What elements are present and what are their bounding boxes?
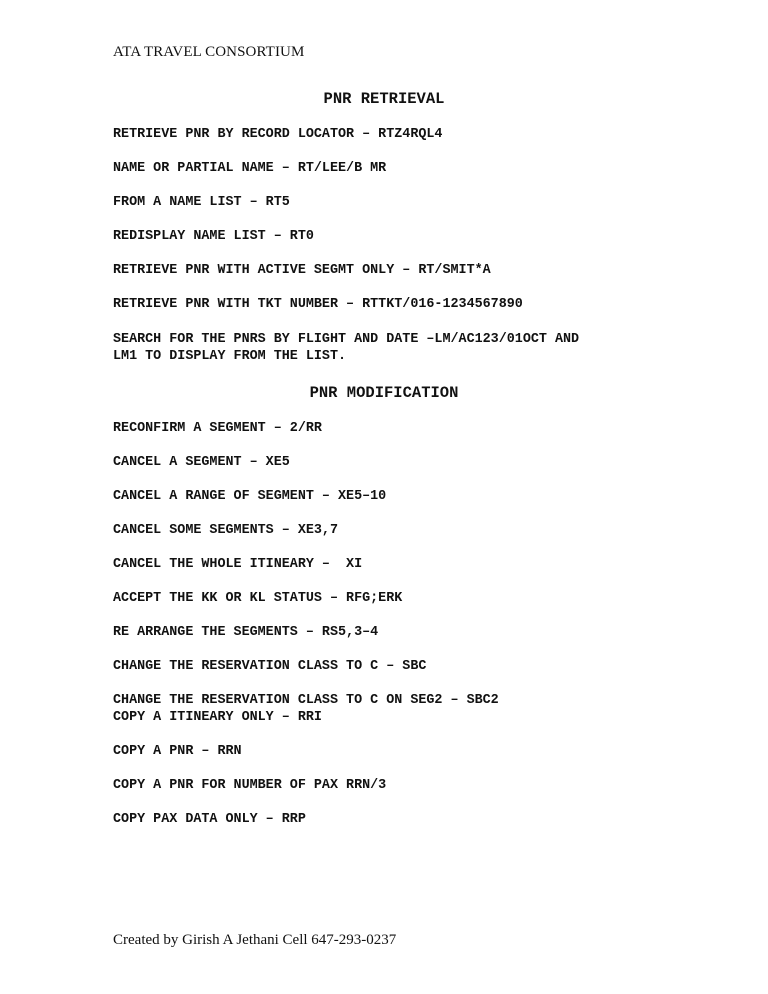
modification-line-cancel-some: CANCEL SOME SEGMENTS – XE3,7 bbox=[113, 523, 338, 538]
retrieval-line-record-locator: RETRIEVE PNR BY RECORD LOCATOR – RTZ4RQL4 bbox=[113, 127, 443, 142]
page-header: ATA TRAVEL CONSORTIUM bbox=[113, 44, 305, 60]
section-title-pnr-modification: PNR MODIFICATION bbox=[309, 384, 459, 402]
modification-line-change-class-seg2: CHANGE THE RESERVATION CLASS TO C ON SEG2 – SBC2 bbox=[113, 693, 499, 708]
retrieval-line-name-list: FROM A NAME LIST – RT5 bbox=[113, 195, 290, 210]
modification-line-reconfirm: RECONFIRM A SEGMENT – 2/RR bbox=[113, 421, 322, 436]
modification-line-change-class: CHANGE THE RESERVATION CLASS TO C – SBC bbox=[113, 659, 427, 674]
modification-line-cancel-whole: CANCEL THE WHOLE ITINEARY – XI bbox=[113, 557, 363, 572]
retrieval-line-ticket-number: RETRIEVE PNR WITH TKT NUMBER – RTTKT/016-1234567890 bbox=[113, 297, 523, 312]
modification-line-rearrange: RE ARRANGE THE SEGMENTS – RS5,3–4 bbox=[113, 625, 379, 640]
retrieval-line-active-segment: RETRIEVE PNR WITH ACTIVE SEGMT ONLY – RT/SMIT*A bbox=[113, 263, 491, 278]
retrieval-line-flight-date: SEARCH FOR THE PNRS BY FLIGHT AND DATE –LM/AC123/01OCT AND bbox=[113, 332, 580, 347]
retrieval-line-partial-name: NAME OR PARTIAL NAME – RT/LEE/B MR bbox=[113, 161, 387, 176]
section-title-pnr-retrieval: PNR RETRIEVAL bbox=[323, 90, 445, 108]
modification-line-copy-itineary: COPY A ITINEARY ONLY – RRI bbox=[113, 710, 322, 725]
modification-line-copy-pnr: COPY A PNR – RRN bbox=[113, 744, 242, 759]
modification-line-copy-pnr-pax: COPY A PNR FOR NUMBER OF PAX RRN/3 bbox=[113, 778, 387, 793]
page-footer: Created by Girish A Jethani Cell 647-293-0237 bbox=[113, 932, 397, 948]
modification-line-cancel-segment: CANCEL A SEGMENT – XE5 bbox=[113, 455, 290, 470]
retrieval-line-redisplay: REDISPLAY NAME LIST – RT0 bbox=[113, 229, 314, 244]
modification-line-accept-status: ACCEPT THE KK OR KL STATUS – RFG;ERK bbox=[113, 591, 403, 606]
modification-line-cancel-range: CANCEL A RANGE OF SEGMENT – XE5–10 bbox=[113, 489, 387, 504]
modification-line-copy-pax-data: COPY PAX DATA ONLY – RRP bbox=[113, 812, 306, 827]
retrieval-line-flight-date-cont: LM1 TO DISPLAY FROM THE LIST. bbox=[113, 349, 347, 364]
